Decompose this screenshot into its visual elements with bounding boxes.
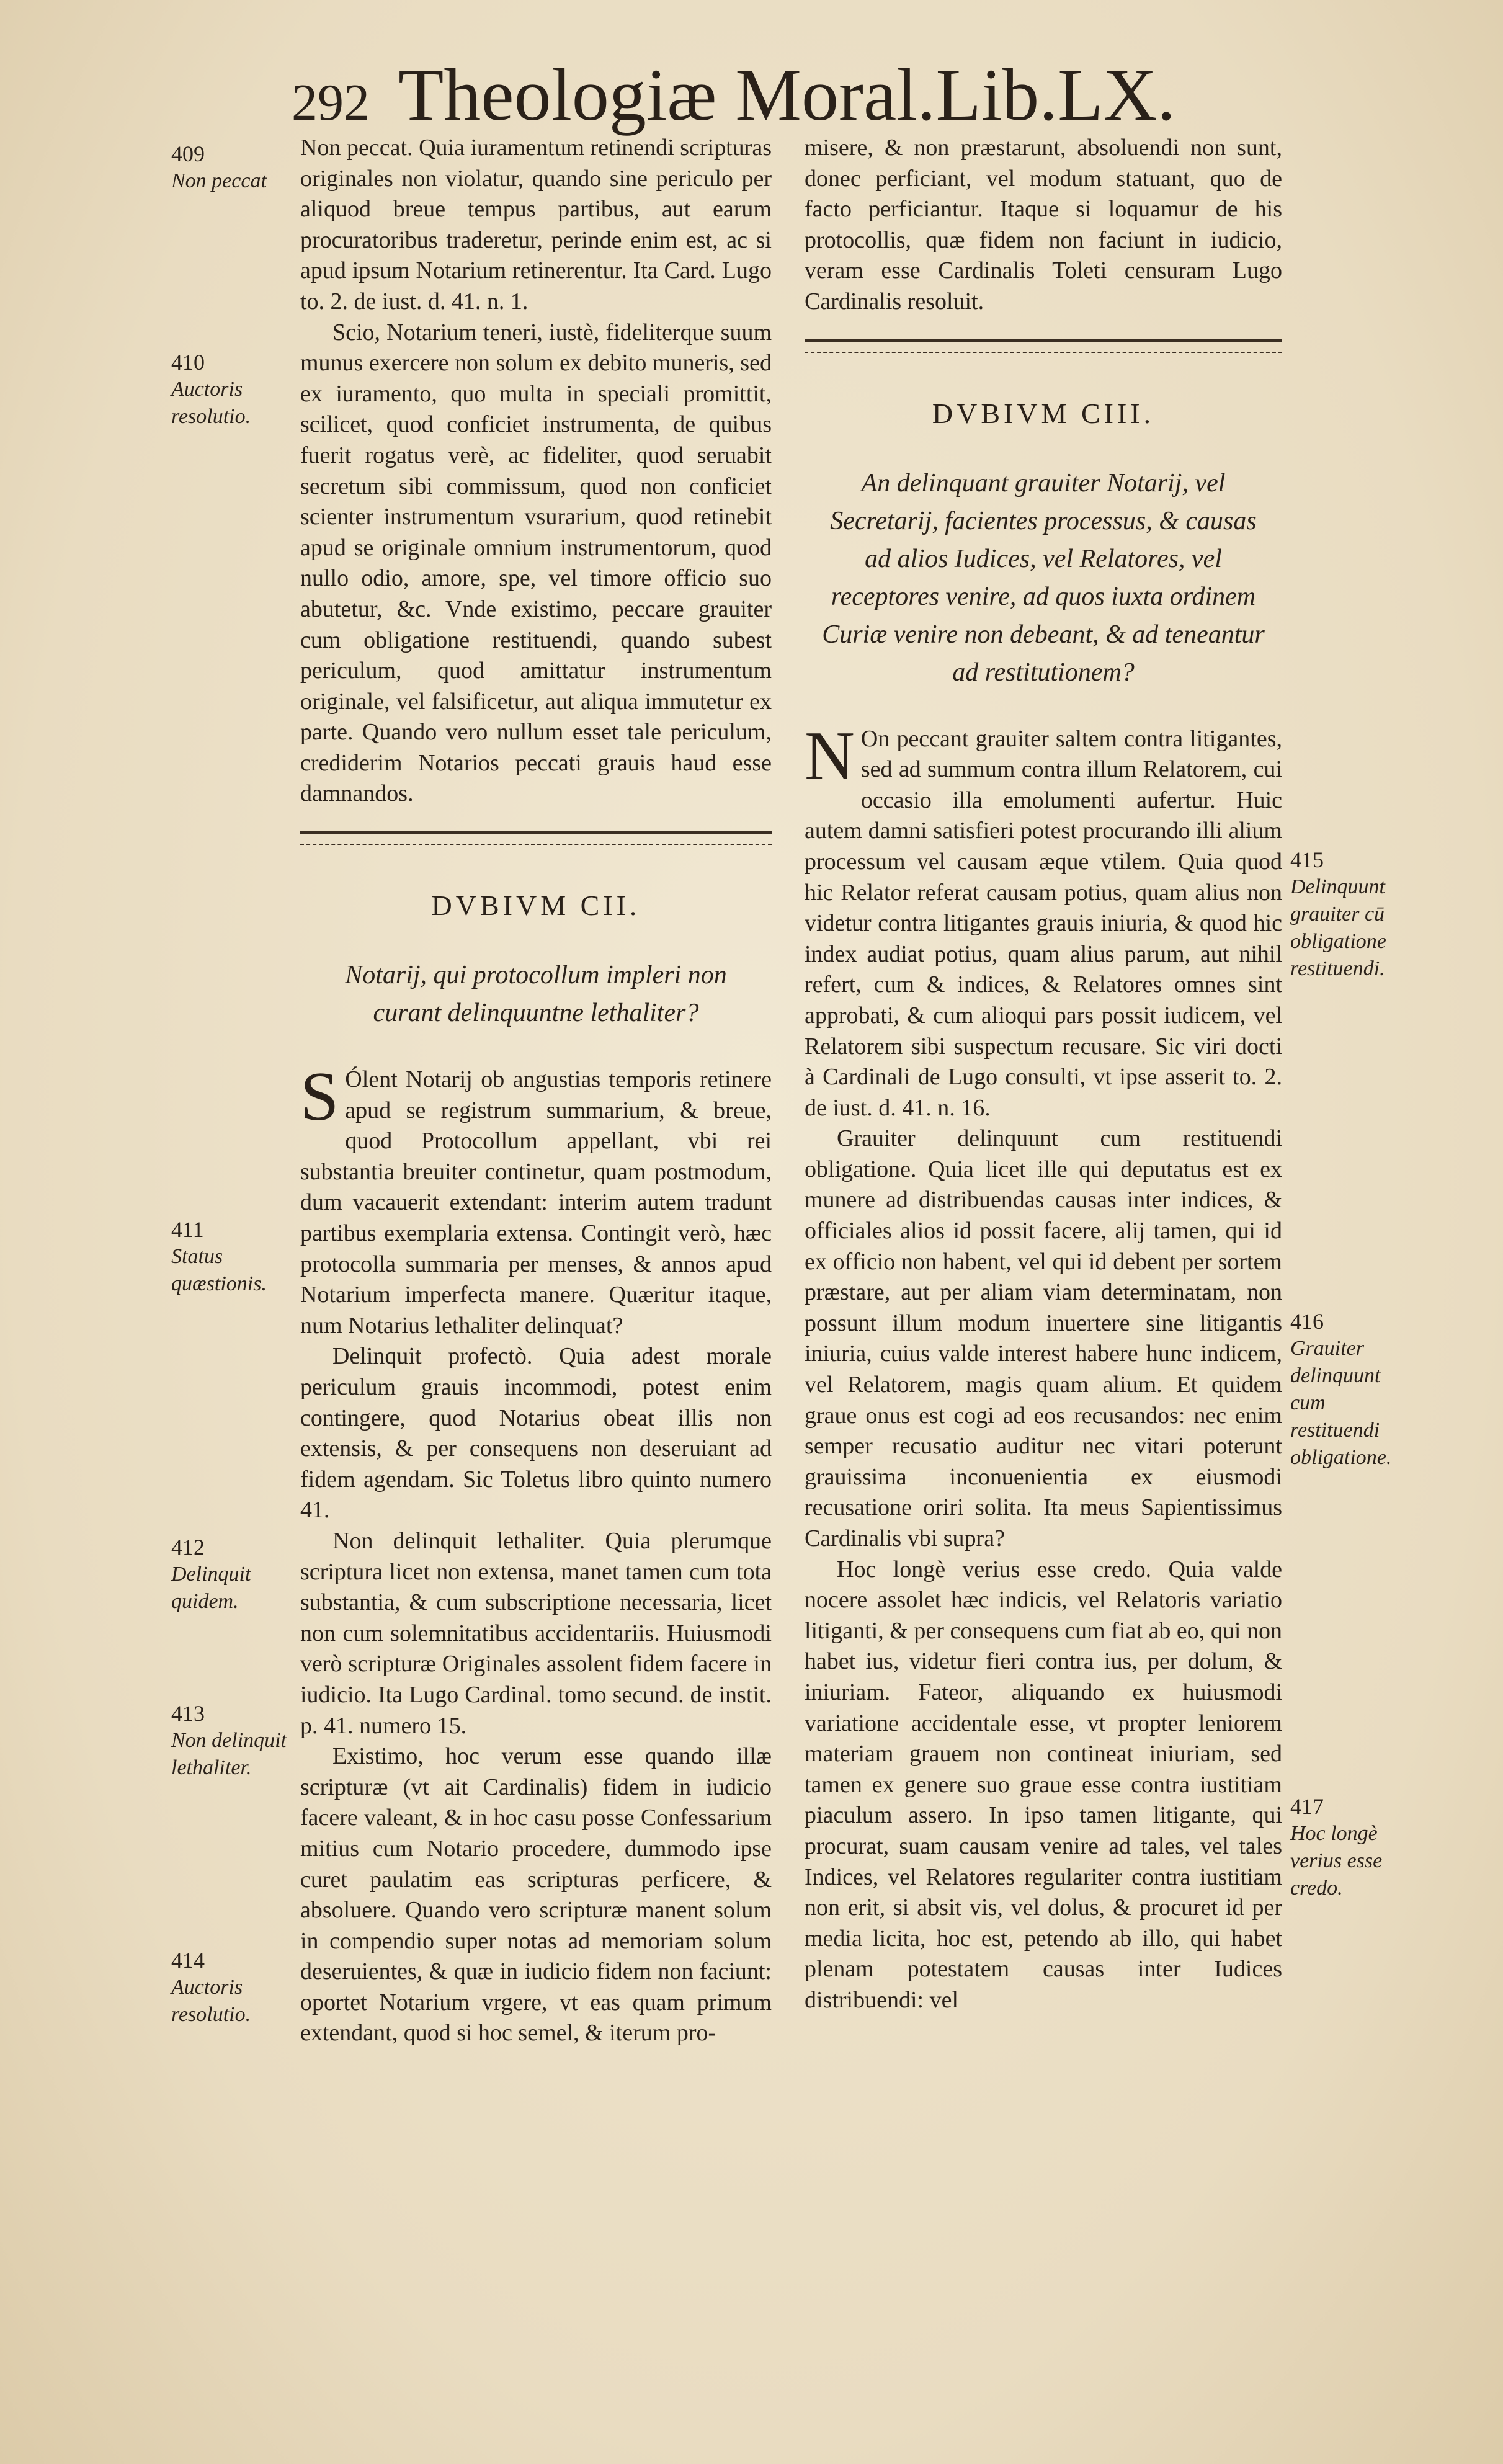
margin-note-412: 412 Delinquit quidem. (171, 1535, 251, 1613)
paragraph-414: Existimo, hoc verum esse quando illæ scripturæ (vt ait Cardinalis) fidem in iudicio facere valeant, & in hoc casu posse Confessarium mitius cum Notario procedere, dummodo ipse curet paulatim eas scripturas perficere, & absoluere. Quando vero scripturæ manent solum in compendio super notas ad memoriam solum deseruientes, & quæ in iudicio fidem non faciunt: oportet Notarium vrgere, vt eas quam primum extendant, quod si hoc semel, & iterum pro- (300, 1743, 772, 2047)
paragraph-409: Non peccat. Quia iuramentum retinendi scripturas originales non violatur, quando sine periculo per aliquod breue tempus partibus, aut earum procuratoribus traderetur, perinde enim est, ac si apud ipsum Notarium retinerentur. Ita Card. Lugo to. 2. de iust. d. 41. n. 1. (300, 135, 772, 315)
margin-note-409: 409 Non peccat (171, 141, 267, 192)
paragraph-416: Grauiter delinquunt cum restituendi obligatione. Quia licet ille qui deputatus est ex munere ad distribuendas causas inter indices, & officiales alios id possit facere, alij tamen, qui id ex officio non habent, vel qui id debent per sortem præstare, aut per aliam viam determinatam, non possunt illum modum inuertere sine litigantis iniuria, cuius valde interest habere hunc indicem, vel Relatorem, magis quam alium. Et quidem graue onus est cogi ad eos recusandos: nec enim semper recusatio auditur nec vitari poterunt grauissima inconuenientia ex eiusmodi recusatione oriri solita. Ita meus Sapientissimus Cardinalis vbi supra? (805, 1125, 1282, 1551)
running-header (292, 48, 1222, 141)
drop-capital: N (805, 717, 855, 795)
margin-note-416: 416 Grauiter delinquunt cum restituendi obligatione. (1290, 1309, 1392, 1469)
question-title: An delinquant grauiter Notarij, vel Secretarij, facientes processus, & causas ad alios Iudices, vel Relatores, vel receptores venire, ad quos iuxta ordinem Curiæ venire non debeant, & ad teneantur ad restitutionem? (822, 468, 1265, 687)
paragraph-413: Non delinquit lethaliter. Quia plerumque scriptura licet non extensa, manet tamen cum tota substantia, & cum subscriptione necessaria, licet non cum solemnitatibus accidentariis. Huiusmodi verò scripturæ Originales assolent fidem facere in iudicio. Ita Lugo Cardinal. tomo secund. de instit. p. 41. numero 15. (300, 1527, 772, 1739)
page-title: Theologiæ Moral.Lib.LX. (398, 53, 1176, 136)
question-title: Notarij, qui protocollum impleri non curant delinquuntne lethaliter? (345, 961, 727, 1028)
paragraph-410: Scio, Notarium teneri, iustè, fideliterque suum munus exercere non solum ex debito muneris, sed ex iuramento, quo multa in speciali promittit, scilicet, quod conficiet instrumenta, de quibus fuerit rogatus verè, ac fideliter, quod seruabit secretum sibi commissum, quod non conficiet scienter instrumentum vsurarium, quod retinebit apud se originale omnium instrumentorum, quod nullo odio, amore, spe, vel timore officio suo abutetur, &c. Vnde existimo, peccare grauiter cum obligatione restituendi, quando subest periculum, quod amittatur instrumentum originale, vel falsificetur, aut aliqua immutetur ex parte. Quando vero nullum esset tale periculum, crediderim Notarios peccati grauis haud esse damnandos. (300, 319, 772, 807)
section-divider (300, 831, 772, 845)
margin-note-417: 417 Hoc longè verius esse credo. (1290, 1794, 1383, 1899)
paragraph-411 (300, 1058, 772, 1341)
right-column (805, 133, 1282, 2016)
margin-note-411: 411 Status quæstionis. (171, 1217, 267, 1295)
dubium-heading: DVBIVM CIII. (932, 397, 1155, 429)
page-number: 292 (292, 74, 370, 132)
paragraph-continued: misere, & non præstarunt, absoluendi non sunt, donec perficiant, vel modum statuant, quo de facto perficiantur. Itaque si loquamur de his protocollis, quæ fidem non faciunt in iudicio, veram esse Cardinalis Toleti censuram Lugo Cardinalis resoluit. (805, 135, 1282, 315)
paragraph-415 (805, 717, 1282, 1124)
drop-capital: S (300, 1058, 339, 1136)
paragraph-412: Delinquit profectò. Quia adest morale periculum grauis incommodi, potest enim contingere, quod Notarius obeat illis non extensis, & per consequens non deseruiant ad fidem agendam. Sic Toletus libro quinto numero 41. (300, 1343, 772, 1524)
margin-note-413: 413 Non delinquit lethaliter. (171, 1701, 287, 1779)
paragraph-417: Hoc longè verius esse credo. Quia valde nocere assolet hæc indicis, vel Relatoris variatio litiganti, & per consequens cum fiat ab eo, qui non habet ius, videtur fieri contra ius, per dolum, & iniuriam. Fateor, aliquando ex huiusmodi variatione accidentale esse, vt propter leniorem materiam grauem non contineat iniuriam, sed tamen ex genere suo graue esse contra iustitiam piaculum assero. In ipso tamen litigante, qui procurat, suam causam venire ad tales, vel tales Indices, vel Relatores regulariter contra iustitiam non erit, si absit vis, vel dolus, & procuret id per media licita, hoc est, petendo ab illo, qui habet plenam potestatem causas inter Iudices distribuendi: vel (805, 1556, 1282, 2013)
section-divider (805, 339, 1282, 353)
margin-note-414: 414 Auctoris resolutio. (171, 1948, 251, 2026)
left-column (300, 133, 772, 2049)
paragraph-411-text: Ólent Notarij ob angustias temporis retinere apud se registrum summarium, & breue, quod Protocollum appellant, vbi rei substantia breuiter continetur, quam postmodum, dum vacauerit extendant: interim autem tradunt partibus exemplaria extensa. Contingit verò, hæc protocolla summaria per menses, & annos apud Notarium imperfecta manere. Quæritur itaque, num Notarius lethaliter delinquat? (300, 1066, 772, 1339)
dubium-heading: DVBIVM CII. (431, 890, 641, 922)
paragraph-415-text: On peccant grauiter saltem contra litigantes, sed ad summum contra illum Relatorem, cui occasio illa emolumenti aufertur. Huic autem damni satisfieri potest procurando illi alium processum vel causam æque vtilem. Quia quod hic Relator referat causam potius, quam alius non videtur contra litigantes grauis iniuria, & quod hic index audiat potius, quam alius parum, aut nihil refert, cum & indices, & Relatores omnes sint approbati, & cum alioqui pars possit iudicem, vel Relatorem sibi suspectum recusare. Sic viri docti à Cardinali de Lugo consulti, vt ipse asserit to. 2. de iust. d. 41. n. 16. (805, 725, 1282, 1121)
margin-note-410: 410 Auctoris resolutio. (171, 350, 251, 428)
margin-note-415: 415 Delinquunt grauiter cū obligatione restituendi. (1290, 847, 1386, 980)
